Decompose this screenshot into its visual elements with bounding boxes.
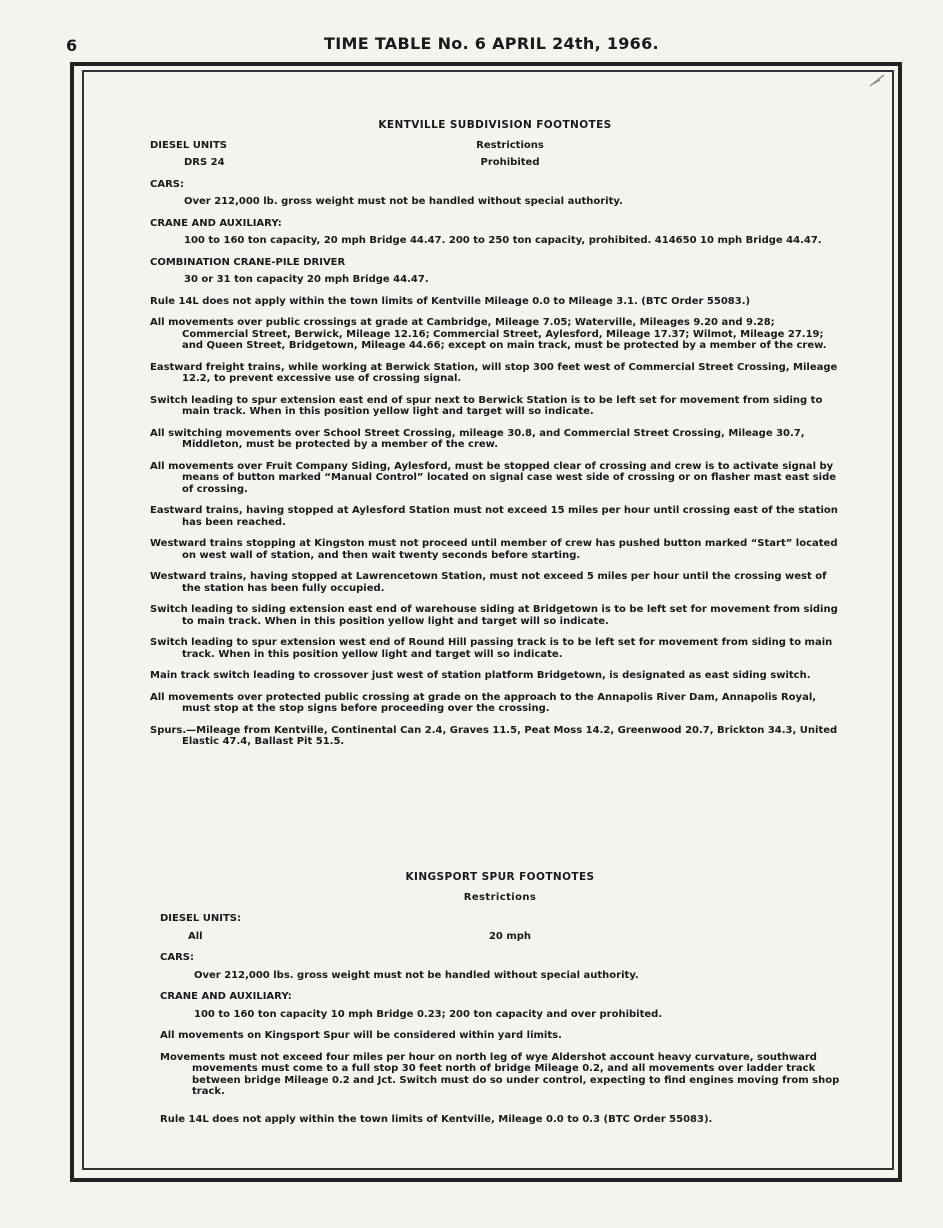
page-header [0,30,943,60]
kingsport-cars-label: CARS: [160,952,194,963]
footnote: Eastward freight trains, while working at Berwick Station, will stop 300 feet west of Commercial Street Crossing, Mileage 12.2, to prevent excessive use of crossing signal. [150,361,838,384]
drs-row [150,157,840,169]
crane-text: 100 to 160 ton capacity, 20 mph Bridge 44.47. 200 to 250 ton capacity, prohibited. 414650 10 mph Bridge 44.47. [184,235,822,246]
footnote: Westward trains, having stopped at Lawrencetown Station, must not exceed 5 miles per hour until the crossing west of the station has been fully occupied. [150,571,827,594]
kingsport-all-label: All [188,930,203,942]
kingsport-diesel-label: DIESEL UNITS: [160,913,241,924]
crane-label: CRANE AND AUXILIARY: [150,217,282,229]
kingsport-restrictions-label: Restrictions [463,891,537,903]
kentville-section [150,120,840,748]
restrictions-label: Restrictions [476,139,544,151]
diesel-units-label: DIESEL UNITS [150,139,227,151]
cars-text: Over 212,000 lb. gross weight must not be handled without special authority. [184,196,623,207]
spurs-footnote: Spurs.—Mileage from Kentville, Continental Can 2.4, Graves 11.5, Peat Moss 14.2, Greenwood 20.7, Brickton 34.3, United Elastic 47.4, Ballast Pit 51.5. [150,724,838,747]
cars-label: CARS: [150,178,184,190]
page-title: TIME TABLE No. 6 APRIL 24th, 1966. [324,34,659,53]
pile-driver-label: COMBINATION CRANE-PILE DRIVER [150,256,346,268]
kingsport-all-value: 20 mph [488,930,532,942]
footnote: Main track switch leading to crossover just west of station platform Bridgetown, is designated as east siding switch. [150,670,811,681]
kingsport-all-row [160,931,840,943]
footnote: Rule 14L does not apply within the town limits of Kentville, Mileage 0.0 to 0.3 (BTC Order 55083). [160,1113,713,1125]
footnote: All switching movements over School Street Crossing, mileage 30.8, and Commercial Street Crossing, Mileage 30.7, Middleton, must be protected by a member of the crew. [150,427,805,450]
diesel-units-row [150,140,840,152]
pen-mark-icon [868,72,888,88]
footnote: All movements on Kingsport Spur will be considered within yard limits. [160,1030,562,1041]
footnote: All movements over Fruit Company Siding, Aylesford, must be stopped clear of crossing and crew is to activate signal by means of button marked “Manual Control” located on signal case west side of crossing or on flasher mast east side of crossing. [150,460,837,495]
kentville-title: KENTVILLE SUBDIVISION FOOTNOTES [378,119,612,131]
page-number: 6 [66,36,78,55]
kingsport-cars-text: Over 212,000 lbs. gross weight must not be handled without special authority. [194,969,639,981]
footnote: All movements over public crossings at grade at Cambridge, Mileage 7.05; Waterville, Mileages 9.20 and 9.28; Commercial Street, Berwick, Mileage 12.16; Commercial Street, Aylesford, Mileage 17.37; Wilmot, Mileage 27.19; and Queen Street, Bridgetown, Mileage 44.66; except on main track, must be protected by a member of the crew. [150,317,827,351]
drs-label: DRS 24 [184,157,225,168]
footnote: Movements must not exceed four miles per hour on north leg of wye Aldershot account heavy curvature, southward movements must come to a full stop 30 feet north of bridge Mileage 0.2, and all movements over ladder track between bridge Mileage 0.2 and Jct. Switch must do so under control, expecting to find engines moving from shop track. [160,1051,840,1097]
drs-value: Prohibited [480,157,540,168]
footnote: All movements over protected public crossing at grade on the approach to the Annapolis River Dam, Annapolis Royal, must stop at the stop signs before proceeding over the crossing. [150,691,817,714]
kingsport-section [160,872,840,1125]
footnote: Westward trains stopping at Kingston must not proceed until member of crew has pushed button marked “Start” located on west wall of station, and then wait twenty seconds before starting. [150,538,838,561]
kingsport-title: KINGSPORT SPUR FOOTNOTES [405,871,595,883]
kingsport-crane-text: 100 to 160 ton capacity 10 mph Bridge 0.23; 200 ton capacity and over prohibited. [194,1008,663,1020]
kingsport-crane-label: CRANE AND AUXILIARY: [160,991,292,1002]
pile-driver-text: 30 or 31 ton capacity 20 mph Bridge 44.47. [184,274,429,285]
footnote: Rule 14L does not apply within the town limits of Kentville Mileage 0.0 to Mileage 3.1. (BTC Order 55083.) [150,295,751,307]
footnote: Eastward trains, having stopped at Aylesford Station must not exceed 15 miles per hour until crossing east of the station has been reached. [150,505,838,528]
footnote: Switch leading to spur extension west end of Round Hill passing track is to be left set for movement from siding to main track. When in this position yellow light and target will so indicate. [150,637,833,660]
footnote: Switch leading to siding extension east end of warehouse siding at Bridgetown is to be left set for movement from siding to main track. When in this position yellow light and target will so indicate. [150,604,838,627]
footnote: Switch leading to spur extension east end of spur next to Berwick Station is to be left set for movement from siding to main track. When in this position yellow light and target will so indicate. [150,394,823,417]
